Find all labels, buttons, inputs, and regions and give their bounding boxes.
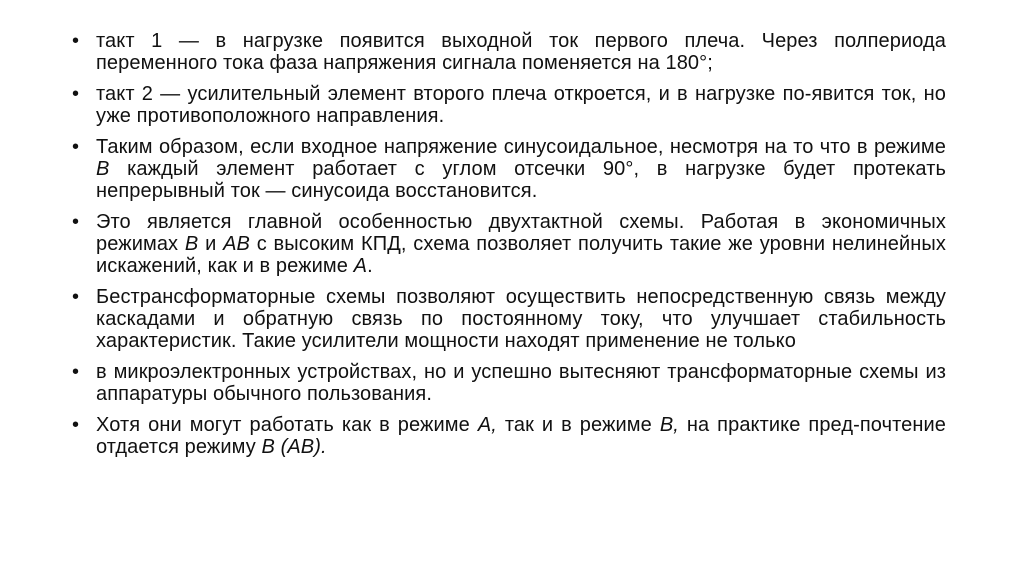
bullet-dot-icon: • xyxy=(72,211,80,233)
text-segment: . xyxy=(367,255,373,277)
text-segment: Это является главной особенностью двухтактной схемы. Работая в экономичных режимах xyxy=(96,211,946,255)
text-segment: Бестрансформаторные схемы позволяют осуществить непосредственную связь между каскадами и обратную связь по постоянному току, что улучшает стабильность характеристик. Такие усилители мощности находят применение не только xyxy=(96,286,946,352)
bullet-text xyxy=(96,361,946,405)
italic-segment: B xyxy=(184,233,199,255)
italic-segment: AB xyxy=(223,233,250,255)
bullet-dot-icon: • xyxy=(72,83,80,105)
text-segment: Таким образом, если входное напряжение синусоидальное, несмотря на то что в режиме xyxy=(96,136,946,158)
text-segment: и xyxy=(198,233,224,255)
bullet-list xyxy=(70,30,946,458)
bullet-item xyxy=(70,136,946,202)
text-segment: Хотя они могут работать как в режиме xyxy=(96,414,478,436)
bullet-dot-icon: • xyxy=(72,361,80,383)
bullet-item xyxy=(70,414,946,458)
text-segment: такт 2 — усилительный элемент второго плеча откроется, и в нагрузке по-явится ток, но уже противоположного направления. xyxy=(96,83,946,127)
bullet-text xyxy=(96,136,946,202)
bullet-dot-icon: • xyxy=(72,414,80,436)
italic-segment: B (AB). xyxy=(261,436,327,458)
text-segment: такт 1 — в нагрузке появится выходной ток первого плеча. Через полпериода переменного тока фаза напряжения сигнала поменяется на 180°; xyxy=(96,30,946,74)
italic-segment: B xyxy=(96,158,110,180)
bullet-text xyxy=(96,211,946,277)
bullet-item xyxy=(70,83,946,127)
bullet-dot-icon: • xyxy=(72,30,80,52)
text-segment: каждый элемент работает с углом отсечки 90°, в нагрузке будет протекать непрерывный ток — синусоида восстановится. xyxy=(96,158,946,202)
text-segment: в микроэлектронных устройствах, но и успешно вытесняют трансформаторные схемы из аппаратуры обычного пользования. xyxy=(96,361,946,405)
text-segment: на практике пред-почтение отдается режиму xyxy=(96,414,947,458)
italic-segment: A xyxy=(353,255,368,277)
bullet-item xyxy=(70,211,946,277)
bullet-item xyxy=(70,361,946,405)
bullet-dot-icon: • xyxy=(72,136,80,158)
italic-segment: B, xyxy=(659,414,679,436)
bullet-item xyxy=(70,30,946,74)
text-segment: с высоким КПД, схема позволяет получить такие же уровни нелинейных искажений, как и в режиме xyxy=(96,233,946,277)
bullet-text xyxy=(96,414,946,458)
bullet-item xyxy=(70,286,946,352)
italic-segment: A, xyxy=(477,414,497,436)
bullet-text xyxy=(96,30,946,74)
bullet-text xyxy=(96,286,946,352)
text-segment: так и в режиме xyxy=(496,414,660,436)
bullet-text xyxy=(96,83,946,127)
bullet-dot-icon: • xyxy=(72,286,80,308)
